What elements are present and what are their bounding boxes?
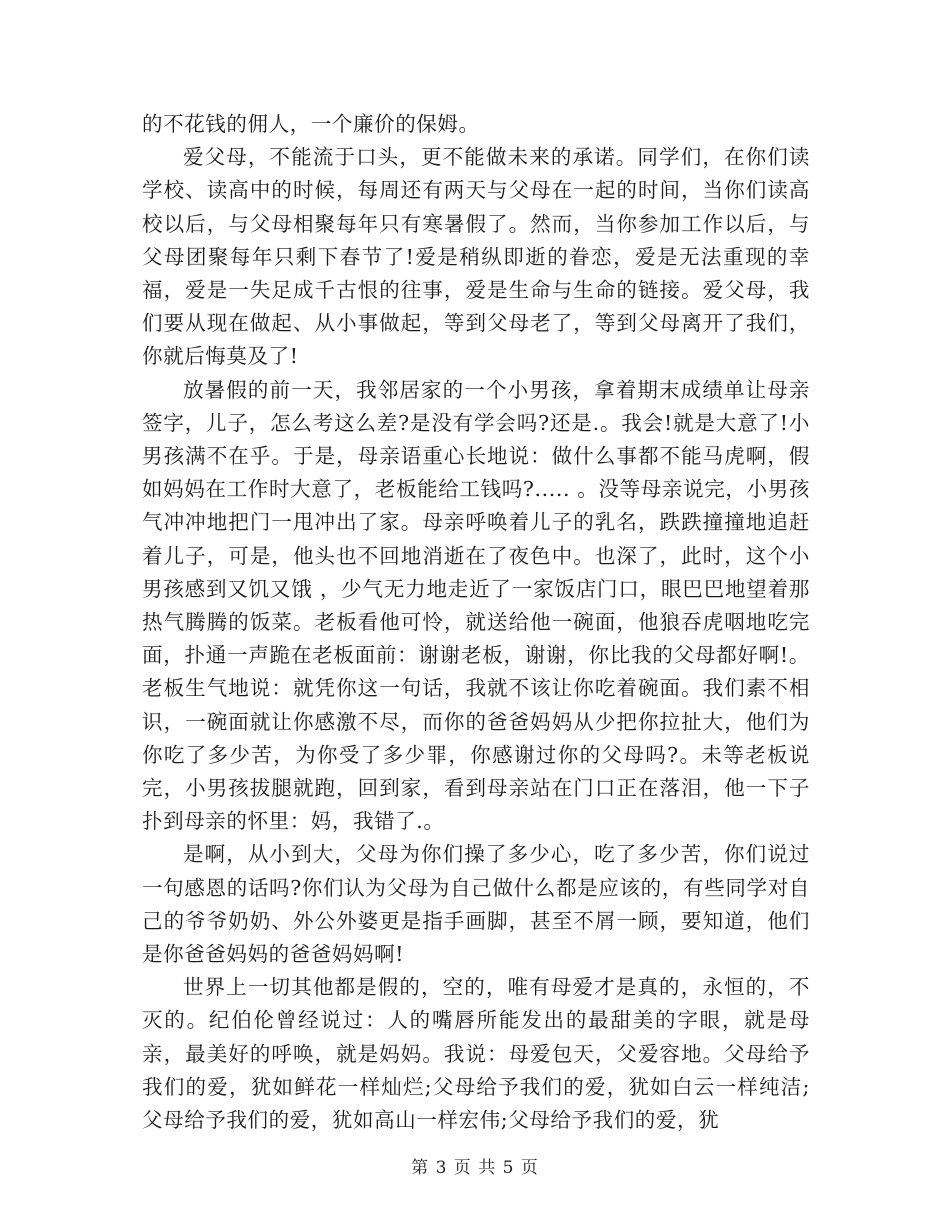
page-number-footer: 第 3 页 共 5 页 — [411, 1158, 539, 1178]
paragraph-3: 放暑假的前一天，我邻居家的一个小男孩，拿着期末成绩单让母亲签字，儿子，怎么考这么差?是没有学会吗?还是.。我会!就是大意了!小男孩满不在乎。于是，母亲语重心长地说：做什么事都不能马虎啊，假如妈妈在工作时大意了，老板能给工钱吗?..... 。没等母亲说完，小男孩气冲冲地把门一甩冲出了家。母亲呼唤着儿子的乳名，跌跌撞撞地追赶着儿子，可是，他头也不回地消逝在了夜色中。也深了，此时，这个小男孩感到又饥又饿 ，少气无力地走近了一家饭店门口，眼巴巴地望着那热气腾腾的饭菜。老板看他可怜，就送给他一碗面，他狼吞虎咽地吃完面，扑通一声跪在老板面前：谢谢老板，谢谢，你比我的父母都好啊!。老板生气地说：就凭你这一句话，我就不该让你吃着碗面。我们素不相识，一碗面就让你感激不尽，而你的爸爸妈妈从少把你拉扯大，他们为你吃了多少苦，为你受了多少罪，你感谢过你的父母吗?。未等老板说完，小男孩拔腿就跑，回到家，看到母亲站在门口正在落泪，他一下子扑到母亲的怀里：妈，我错了.。 — [142, 377, 810, 834]
paragraph-2: 爱父母，不能流于口头，更不能做未来的承诺。同学们，在你们读学校、读高中的时候，每周还有两天与父母在一起的时间，当你们读高校以后，与父母相聚每年只有寒暑假了。然而，当你参加工作以后，与父母团聚每年只剩下春节了!爱是稍纵即逝的眷恋，爱是无法重现的幸福，爱是一失足成千古恨的往事，爱是生命与生命的链接。爱父母，我们要从现在做起、从小事做起，等到父母老了，等到父母离开了我们，你就后悔莫及了! — [142, 145, 810, 369]
paragraph-5: 世界上一切其他都是假的，空的，唯有母爱才是真的，永恒的，不灭的。纪伯伦曾经说过：人的嘴唇所能发出的最甜美的字眼，就是母亲，最美好的呼唤，就是妈妈。我说：母爱包天，父爱容地。父母给予我们的爱，犹如鲜花一样灿烂;父母给予我们的爱，犹如白云一样纯洁;父母给予我们的爱，犹如高山一样宏伟;父母给予我们的爱，犹 — [142, 975, 810, 1133]
paragraph-4: 是啊，从小到大，父母为你们操了多少心，吃了多少苦，你们说过一句感恩的话吗?你们认为父母为自己做什么都是应该的，有些同学对自己的爷爷奶奶、外公外婆更是指手画脚，甚至不屑一顾，要知道，他们是你爸爸妈妈的爸爸妈妈啊! — [142, 842, 810, 967]
document-body — [142, 108, 810, 1137]
paragraph-1: 的不花钱的佣人，一个廉价的保姆。 — [142, 112, 480, 136]
